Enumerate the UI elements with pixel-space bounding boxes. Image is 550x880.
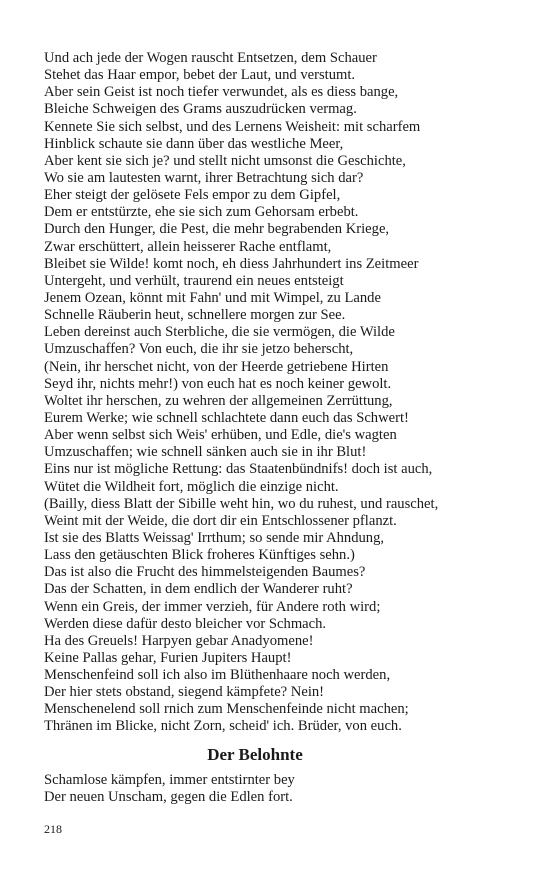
verse-line: Lass den getäuschten Blick froheres Künftiges sehn.) bbox=[44, 547, 355, 564]
verse-line: Umzuschaffen; wie schnell sänken auch sie in ihr Blut! bbox=[44, 444, 367, 461]
verse-line: Eins nur ist mögliche Rettung: das Staatenbündnifs! doch ist auch, bbox=[44, 461, 433, 478]
verse-line: Menschenelend soll rnich zum Menschenfeinde nicht machen; bbox=[44, 701, 409, 718]
poem-opening-text bbox=[44, 772, 514, 806]
verse-line: Schamlose kämpfen, immer entstirnter bey bbox=[44, 772, 295, 788]
verse-line: Der hier stets obstand, siegend kämpfete? Nein! bbox=[44, 684, 325, 701]
verse-line: Stehet das Haar empor, bebet der Laut, und verstumt. bbox=[44, 67, 356, 84]
verse-line: Schnelle Räuberin heut, schnellere morgen zur See. bbox=[44, 307, 346, 324]
verse-line: Menschenfeind soll ich also im Blüthenhaare noch werden, bbox=[44, 667, 391, 684]
verse-line: Kennete Sie sich selbst, und des Lernens Weisheit: mit scharfem bbox=[44, 118, 421, 135]
verse-line: Hinblick schaute sie dann über das westliche Meer, bbox=[44, 135, 344, 152]
verse-line: Ha des Greuels! Harpyen gebar Anadyomene! bbox=[44, 632, 314, 649]
verse-line: Jenem Ozean, könnt mit Fahn' und mit Wimpel, zu Lande bbox=[44, 289, 381, 306]
verse-line: (Bailly, diess Blatt der Sibille weht hin, wo du ruhest, und rauschet, bbox=[44, 495, 439, 512]
verse-line: Umzuschaffen? Von euch, die ihr sie jetzo beherscht, bbox=[44, 341, 354, 358]
verse-line: Weint mit der Weide, die dort dir ein Entschlossener pflanzt. bbox=[44, 512, 397, 529]
verse-line: Das ist also die Frucht des himmelsteigenden Baumes? bbox=[44, 564, 366, 581]
verse-line: Aber wenn selbst sich Weis' erhüben, und Edle, die's wagten bbox=[44, 427, 397, 444]
verse-line: Leben dereinst auch Sterbliche, die sie vermögen, die Wilde bbox=[44, 324, 395, 341]
verse-line: Ist sie des Blatts Weissag' Irrthum; so sende mir Ahndung, bbox=[44, 529, 385, 546]
verse-line: Wütet die Wildheit fort, möglich die einzige nicht. bbox=[44, 478, 339, 495]
verse-line: Das der Schatten, in dem endlich der Wanderer ruht? bbox=[44, 581, 353, 598]
verse-line: Wo sie am lautesten warnt, ihrer Betrachtung sich dar? bbox=[44, 169, 364, 186]
verse-line: Bleibet sie Wilde! komt noch, eh diess Jahrhundert ins Zeitmeer bbox=[44, 255, 419, 272]
verse-line: Werden diese dafür desto bleicher vor Schmach. bbox=[44, 615, 327, 632]
poem-heading: Der Belohnte bbox=[207, 745, 303, 764]
verse-line: Bleiche Schweigen des Grams auszudrücken vermag. bbox=[44, 101, 357, 118]
verse-line: (Nein, ihr herschet nicht, von der Heerde getriebene Hirten bbox=[44, 358, 389, 375]
verse-line: Und ach jede der Wogen rauscht Entsetzen, dem Schauer bbox=[44, 50, 377, 66]
verse-line: Keine Pallas gehar, Furien Jupiters Haupt! bbox=[44, 649, 292, 666]
verse-line: Dem er entstürzte, ehe sie sich zum Gehorsam erbebt. bbox=[44, 204, 359, 221]
verse-line: Wenn ein Greis, der immer verzieh, für Andere roth wird; bbox=[44, 598, 381, 615]
verse-line: Durch den Hunger, die Pest, die mehr begrabenden Kriege, bbox=[44, 221, 390, 238]
verse-line: Der neuen Unscham, gegen die Edlen fort. bbox=[44, 789, 293, 806]
verse-line: Eurem Werke; wie schnell schlachtete dann euch das Schwert! bbox=[44, 409, 409, 426]
verse-line: Zwar erschüttert, allein heisserer Rache entflamt, bbox=[44, 238, 332, 255]
verse-line: Untergeht, und verhült, traurend ein neues entsteigt bbox=[44, 272, 344, 289]
verse-line: Seyd ihr, nichts mehr!) von euch hat es noch keiner gewolt. bbox=[44, 375, 392, 392]
verse-line: Eher steigt der gelösete Fels empor zu dem Gipfel, bbox=[44, 187, 341, 204]
verse-line: Woltet ihr herschen, zu wehren der allgemeinen Zerrüttung, bbox=[44, 392, 393, 409]
page-number: 218 bbox=[44, 822, 62, 836]
verse-line: Aber kent sie sich je? und stellt nicht umsonst die Geschichte, bbox=[44, 152, 406, 169]
verse-line: Aber sein Geist ist noch tiefer verwundet, als es diess bange, bbox=[44, 84, 399, 101]
verse-line: Thränen im Blicke, nicht Zorn, scheid' ich. Brüder, von euch. bbox=[44, 718, 402, 735]
poem-text bbox=[44, 50, 514, 736]
